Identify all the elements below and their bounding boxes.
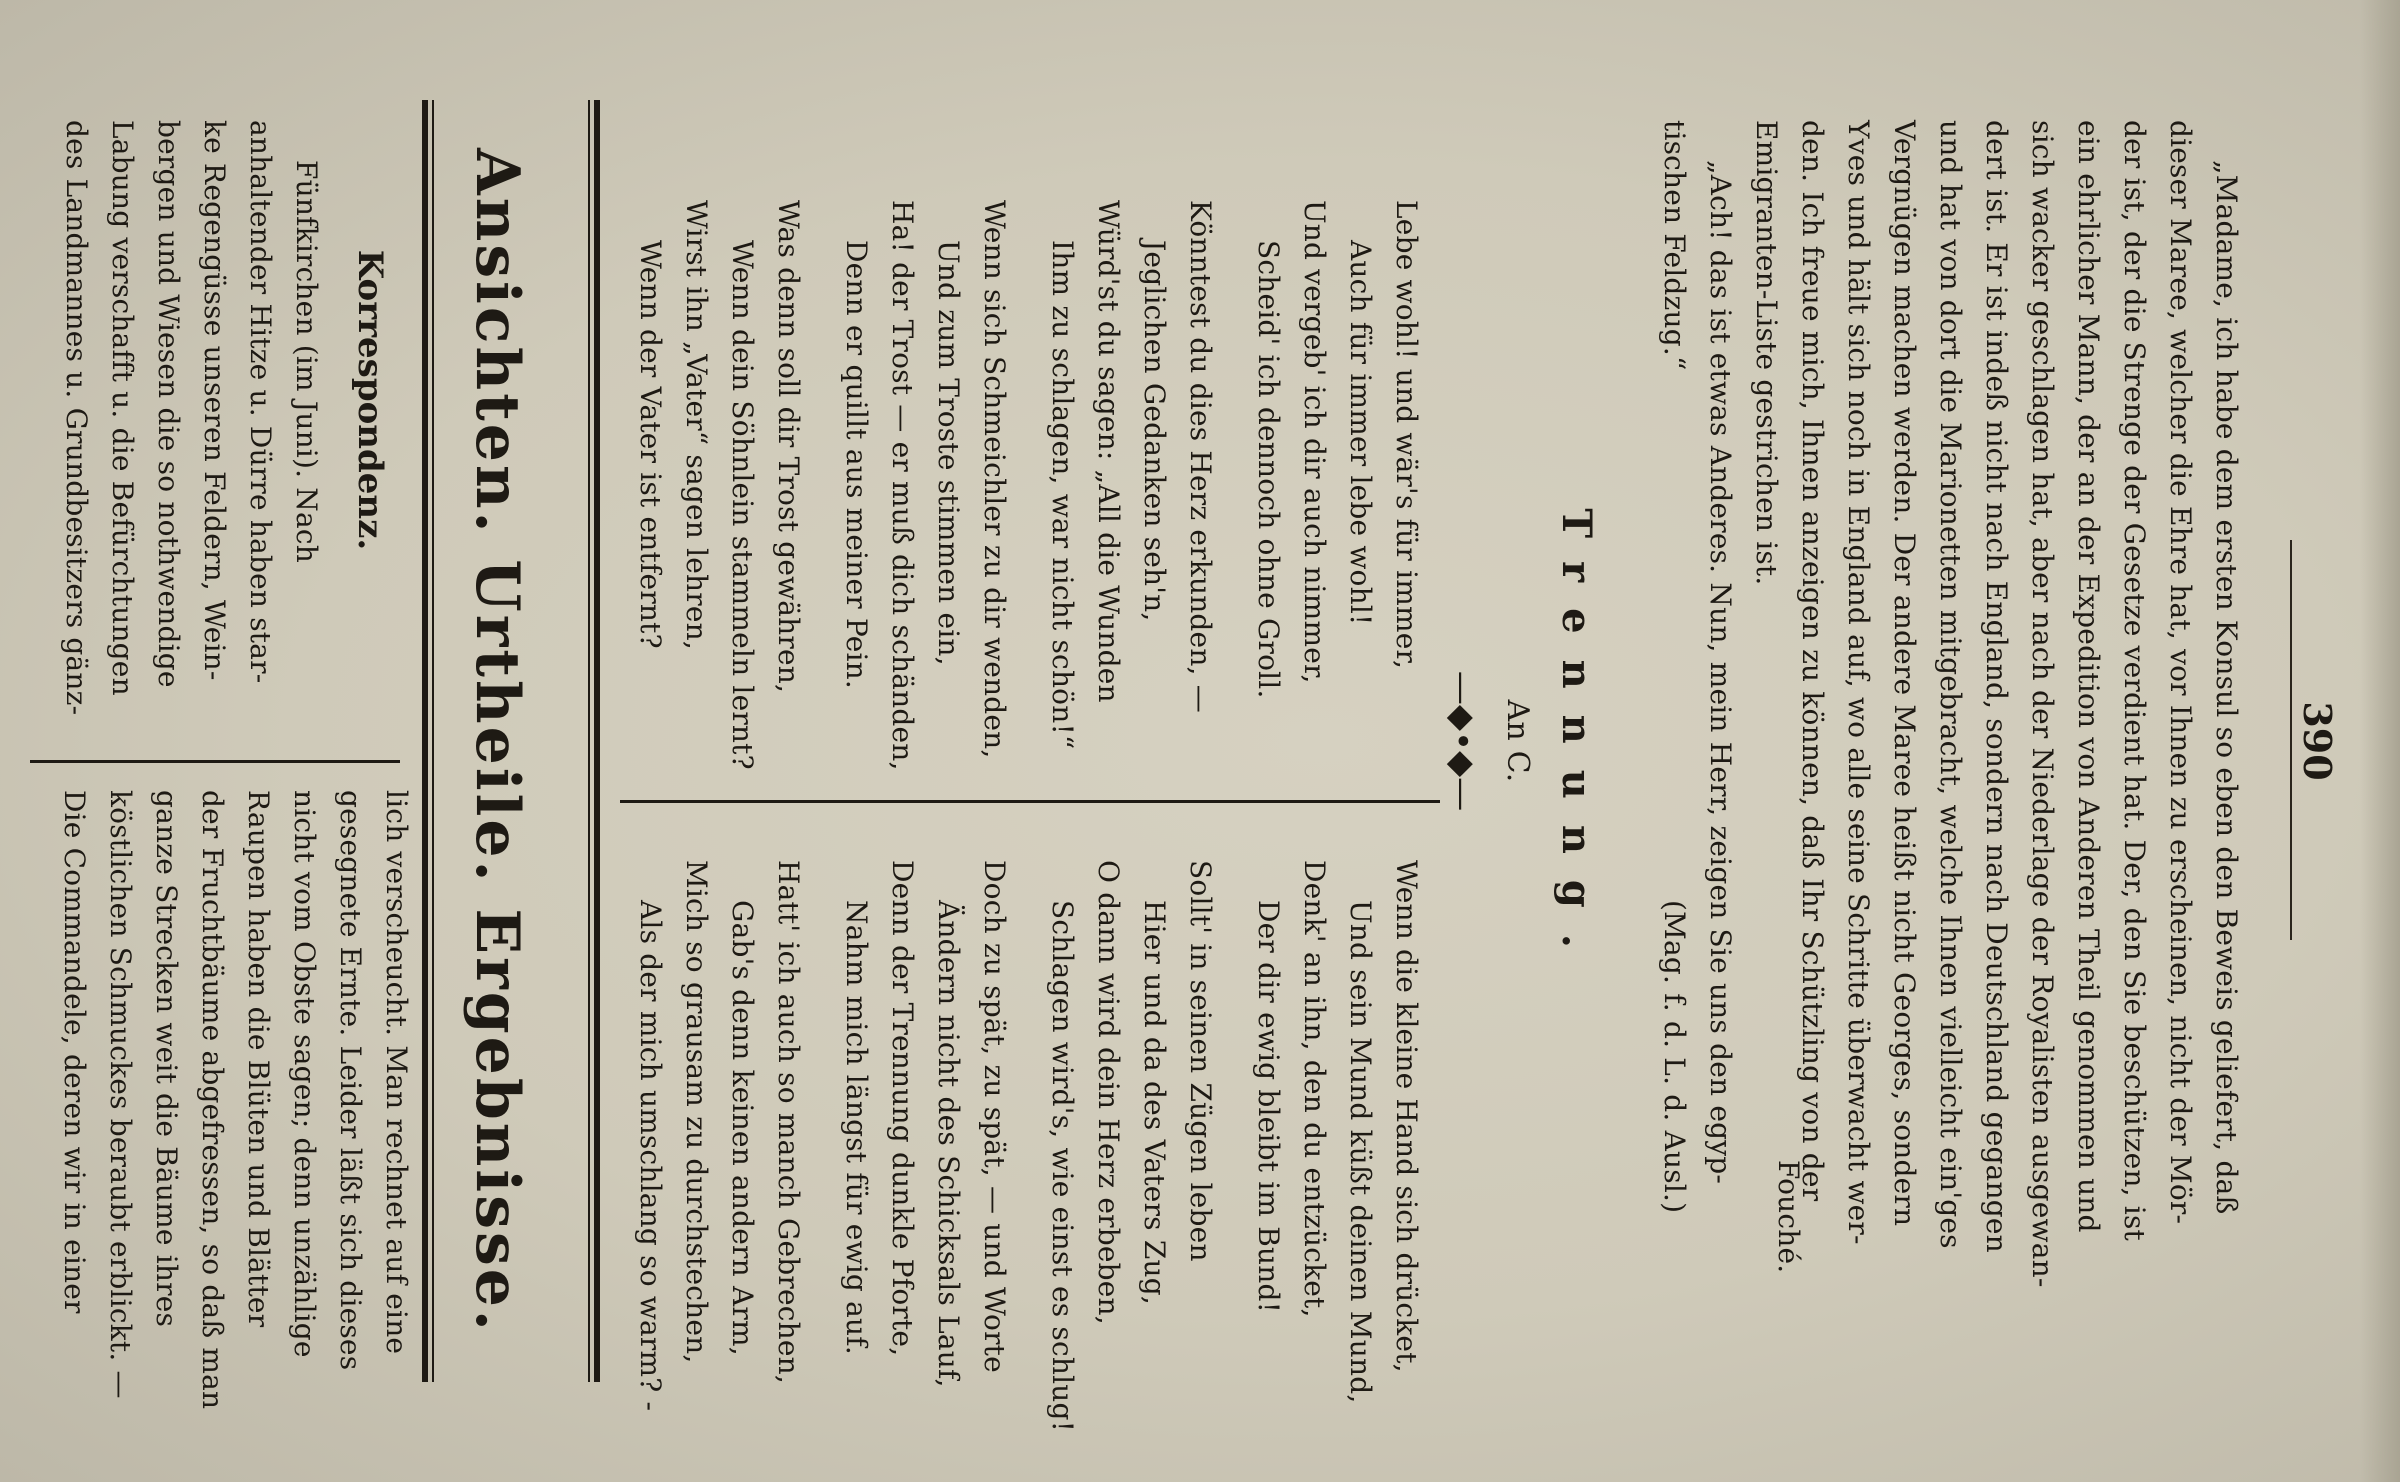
poem-line: Denn der Trennung dunkle Pforte, [886, 860, 919, 1357]
poem-line: Wenn sich Schmeichler zu dir wenden, [978, 200, 1011, 759]
poem-line: Als der mich umschlang so warm? - [634, 900, 667, 1412]
intro-line: und hat von dort die Marionetten mitgebracht, welche Ihnen vielleicht ein'ges [1934, 120, 1967, 1249]
section-rule-bottom [422, 100, 428, 1382]
body-line: ke Regengüsse unseren Feldern, Wein- [198, 120, 231, 681]
body-line: nicht vom Obste sagen; denn unzählige [288, 790, 321, 1358]
poem-line: Gab's denn keinen andern Arm, [726, 900, 759, 1356]
intro-line: sich wacker geschlagen hat, aber nach der Niederlage der Royalisten ausgewan- [2026, 120, 2059, 1288]
poem-line: Jeglichen Gedanken seh'n, [1138, 240, 1171, 622]
poem-title: Trennung. [1553, 508, 1600, 974]
intro-line: dert ist. Er ist indeß nicht nach England, sondern nach Deutschland gegangen [1980, 120, 2013, 1253]
poem-line: Wenn dein Söhnlein stammeln lernt? [726, 240, 759, 770]
intro-line: ein ehrlicher Mann, der an der Expedition von Anderen Theil genommen und [2072, 120, 2105, 1233]
body-line: köstlichen Schmuckes beraubt erblickt. — [104, 790, 137, 1399]
poem-line: Ändern nicht des Schicksals Lauf, [932, 900, 965, 1388]
poem-line: Denn er quillt aus meiner Pein. [840, 240, 873, 690]
poem-line: Wenn die kleine Hand sich drücket, [1390, 860, 1423, 1373]
body-line: anhaltender Hitze u. Dürre haben star- [244, 120, 277, 684]
ornament-divider: —◆•◆— [1442, 670, 1482, 812]
section-rule-bottom-thin [432, 100, 434, 1382]
poem-line: Mich so grausam zu durchstechen, [680, 860, 713, 1364]
signature: Fouché. [1772, 1160, 1805, 1274]
poem-line: Ihm zu schlagen, war nicht schön!“ [1046, 240, 1079, 750]
body-line: gesegnete Ernte. Leider läßt sich dieses [334, 790, 367, 1371]
poem-line: Wenn der Vater ist entfernt? [634, 240, 667, 649]
intro-line: Emigranten-Liste gestrichen ist. [1750, 120, 1783, 586]
poem-line: Hatt' ich auch so manch Gebrechen, [772, 860, 805, 1384]
column-rule [620, 800, 1440, 803]
poem-line: Lebe wohl! und wär's für immer, [1390, 200, 1423, 670]
poem-line: Der dir ewig bleibt im Bund! [1252, 900, 1285, 1314]
poem-line: Und zum Troste stimmen ein, [932, 240, 965, 666]
poem-line: O dann wird dein Herz erbeben, [1092, 860, 1125, 1325]
body-line: Raupen haben die Blüten und Blätter [242, 790, 275, 1328]
closing-line: „Ach! das ist etwas Anderes. Nun, mein Herr, zeigen Sie uns den egyp- [1704, 160, 1737, 1185]
intro-line: „Madame, ich habe dem ersten Konsul so eben den Beweis geliefert, daß [2210, 160, 2243, 1215]
intro-line: der ist, der die Strenge der Gesetze verdient hat. Der, den Sie beschützen, ist [2118, 120, 2151, 1241]
poem-line: Ha! der Trost — er muß dich schänden, [886, 200, 919, 771]
poem-line: Auch für immer lebe wohl! [1344, 240, 1377, 626]
intro-line: den. Ich freue mich, Ihnen anzeigen zu können, daß Ihr Schützling von der [1796, 120, 1829, 1202]
body-line: der Fruchtbäume abgefressen, so daß man [196, 790, 229, 1410]
source-citation: (Mag. f. d. L. d. Ausl.) [1658, 900, 1691, 1214]
page-number: 390 [2295, 701, 2340, 781]
intro-line: Vergnügen machen werden. Der andere Maree heißt nicht Georges, sondern [1888, 120, 1921, 1227]
body-line: Die Commandele, deren wir in einer [58, 790, 91, 1314]
body-line: bergen und Wiesen die so nothwendige [152, 120, 185, 688]
intro-line: Yves und hält sich noch in England auf, wo alle seine Schritte überwacht wer- [1842, 120, 1875, 1245]
poem-line: Hier und da des Vaters Zug, [1138, 900, 1171, 1305]
body-line: des Landmannes u. Grundbesitzers gänz- [60, 120, 93, 716]
intro-line: dieser Maree, welcher die Ehre hat, vor Ihnen zu erscheinen, nicht der Mör- [2164, 120, 2197, 1225]
poem-line: Denk' an ihn, den du entzücket, [1298, 860, 1331, 1318]
poem-line: Scheid' ich dennoch ohne Groll. [1252, 240, 1285, 699]
body-line: Labung verschafft u. die Befürchtungen [106, 120, 139, 696]
section-rule-top-thin [588, 100, 590, 1382]
body-line: ganze Strecken weit die Bäume ihres [150, 790, 183, 1328]
body-line: lich verscheucht. Man rechnet auf eine [380, 790, 413, 1355]
page-edge-shadow [2360, 0, 2400, 1482]
section-title: Ansichten. Urtheile. Ergebnisse. [462, 148, 532, 1334]
poem-line: Und vergeb' ich dir auch nimmer, [1298, 200, 1331, 684]
poem-line: Sollt' in seinen Zügen leben [1184, 860, 1217, 1262]
poem-dedication: An C. [1500, 699, 1535, 783]
column-rule [30, 760, 400, 763]
body-line: Fünfkirchen (im Juni). Nach [290, 160, 323, 563]
poem-line: Könntest du dies Herz erkunden, — [1184, 200, 1217, 713]
closing-line: tischen Feldzug.“ [1658, 120, 1691, 371]
poem-line: Und sein Mund küßt deinen Mund, [1344, 900, 1377, 1404]
poem-line: Wirst ihn „Vater“ sagen lehren, [680, 200, 713, 650]
section-rule-top [594, 100, 600, 1382]
poem-line: Nahm mich längst für ewig auf. [840, 900, 873, 1355]
header-rule [2290, 540, 2292, 940]
poem-line: Schlagen wird's, wie einst es schlug! [1046, 900, 1079, 1433]
poem-line: Doch zu spät, zu spät, — und Worte [978, 860, 1011, 1373]
poem-line: Würd'st du sagen: „All die Wunden [1092, 200, 1125, 703]
poem-line: Was denn soll dir Trost gewähren, [772, 200, 805, 694]
section-subtitle: Korrespondenz. [350, 249, 390, 551]
